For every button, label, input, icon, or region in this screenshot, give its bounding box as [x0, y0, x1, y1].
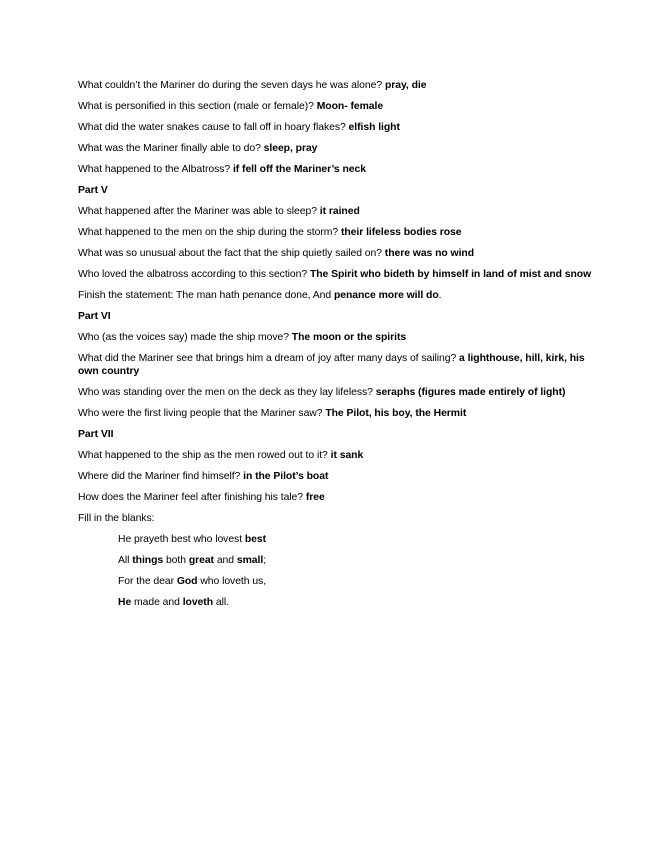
section-heading-part7: Part VII	[78, 429, 114, 440]
question-text: What couldn’t the Mariner do during the seven days he was alone?	[78, 80, 385, 91]
question-text: Where did the Mariner find himself?	[78, 471, 244, 482]
poem-line-4	[118, 596, 598, 609]
question-text: Who (as the voices say) made the ship move?	[78, 332, 292, 343]
question-part6-1	[78, 331, 598, 344]
poem-line-3	[118, 575, 598, 588]
section-heading-part6: Part VI	[78, 311, 111, 322]
answer-text: The Spirit who bideth by himself in land of mist and snow	[309, 269, 592, 280]
question-text: What did the water snakes cause to fall off in hoary flakes?	[78, 122, 349, 133]
fill-in-label: Fill in the blanks:	[78, 513, 155, 524]
answer-text: The moon or the spirits	[291, 332, 407, 343]
poem-text: All	[118, 555, 133, 566]
question-part7-3	[78, 491, 598, 504]
poem-answer: best	[244, 534, 267, 545]
question-text: What happened to the Albatross?	[78, 164, 233, 175]
answer-text: The Pilot, his boy, the Hermit	[325, 408, 467, 419]
poem-line-2	[118, 554, 598, 567]
answer-text: sleep, pray	[263, 143, 318, 154]
question-part5-4	[78, 268, 598, 281]
question-text: What happened to the ship as the men rowed out to it?	[78, 450, 331, 461]
answer-text: there was no wind	[384, 248, 475, 259]
poem-line-1	[118, 533, 598, 546]
poem-text: all.	[213, 597, 229, 608]
question-part7-1	[78, 449, 598, 462]
poem-text: who loveth us,	[197, 576, 267, 587]
poem-answer: loveth	[182, 597, 213, 608]
question-part5-2	[78, 226, 598, 239]
question-text: How does the Mariner feel after finishing his tale?	[78, 492, 306, 503]
poem-answer: He	[118, 597, 132, 608]
question-part6-3	[78, 386, 598, 399]
poem-block	[118, 533, 598, 609]
poem-text: ;	[263, 555, 267, 566]
question-text: What is personified in this section (male or female)?	[78, 101, 317, 112]
question-part5-1	[78, 205, 598, 218]
question-text: Who was standing over the men on the deck as they lay lifeless?	[78, 387, 376, 398]
question-text: What was the Mariner finally able to do?	[78, 143, 264, 154]
answer-text: seraphs (figures made entirely of light)	[375, 387, 566, 398]
poem-answer: small	[236, 555, 264, 566]
answer-text: if fell off the Mariner’s neck	[232, 164, 366, 175]
answer-text: a lighthouse, hill, kirk, his own country	[78, 353, 585, 377]
question-text: Who loved the albatross according to this section?	[78, 269, 310, 280]
question-part4-1	[78, 79, 598, 92]
poem-answer: great	[188, 555, 214, 566]
poem-text: For the dear	[118, 576, 177, 587]
question-text: What did the Mariner see that brings him a dream of joy after many days of sailing?	[78, 353, 460, 364]
question-part6-4	[78, 407, 598, 420]
question-part5-5	[78, 289, 598, 302]
poem-text: both	[163, 555, 189, 566]
poem-text: made and	[131, 597, 183, 608]
question-text: Finish the statement: The man hath penance done, And	[78, 290, 334, 301]
poem-answer: things	[132, 555, 164, 566]
question-text: What happened after the Mariner was able to sleep?	[78, 206, 320, 217]
question-text: What was so unusual about the fact that the ship quietly sailed on?	[78, 248, 385, 259]
answer-text: penance more will do	[333, 290, 439, 301]
section-heading-part5: Part V	[78, 185, 108, 196]
answer-text: in the Pilot’s boat	[243, 471, 329, 482]
answer-text: free	[305, 492, 325, 503]
document-body	[78, 79, 598, 617]
question-part5-3	[78, 247, 598, 260]
question-text: What happened to the men on the ship during the storm?	[78, 227, 341, 238]
question-part4-2	[78, 100, 598, 113]
question-part7-2	[78, 470, 598, 483]
question-part4-3	[78, 121, 598, 134]
question-part4-5	[78, 163, 598, 176]
question-part4-4	[78, 142, 598, 155]
answer-text: it rained	[319, 206, 360, 217]
answer-text: Moon- female	[316, 101, 384, 112]
poem-text: and	[213, 555, 237, 566]
answer-text: elfish light	[348, 122, 400, 133]
answer-text: it sank	[330, 450, 364, 461]
poem-answer: God	[176, 576, 198, 587]
answer-text: pray, die	[384, 80, 427, 91]
answer-text: their lifeless bodies rose	[340, 227, 462, 238]
question-text: Who were the first living people that the Mariner saw?	[78, 408, 326, 419]
sentence-end: .	[438, 290, 442, 301]
poem-text: He prayeth best who lovest	[118, 534, 245, 545]
question-part6-2	[78, 352, 598, 378]
